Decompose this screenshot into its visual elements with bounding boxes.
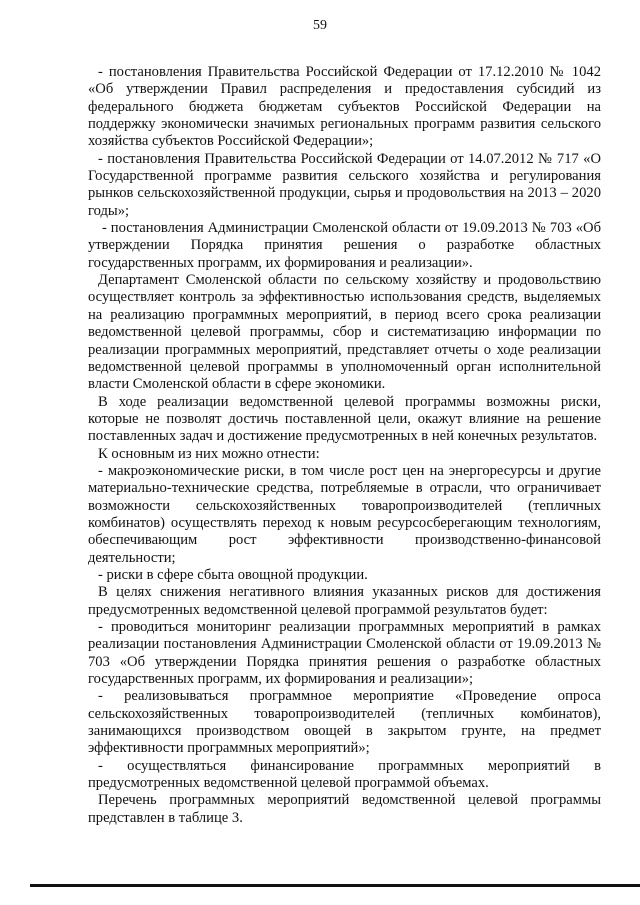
paragraph-monitoring: - проводиться мониторинг реализации программных мероприятий в рамках реализации постановления Администрации Смоленской области от 19.09.2013 № 703 «Об утверждении Порядка принятия решения о разработке областных государственных программ, их формирования и реализации»; xyxy=(88,619,601,688)
paragraph-main-risks: К основным из них можно отнести: xyxy=(98,445,320,462)
page-number: 59 xyxy=(313,18,327,33)
bottom-border-line xyxy=(30,884,640,887)
paragraph-table-reference: Перечень программных мероприятий ведомственной целевой программы представлен в таблице 3. xyxy=(88,792,601,826)
document-body xyxy=(88,64,601,827)
paragraph-financing: - осуществляться финансирование программных мероприятий в предусмотренных ведомственной целевой программой объемах. xyxy=(88,757,601,792)
paragraph-risks-intro: В ходе реализации ведомственной целевой программы возможны риски, которые не позволят достичь поставленной цели, окажут влияние на решение поставленных задач и достижение предусмотренных в ней конечных результатов. xyxy=(88,393,601,445)
paragraph-decree-703: - постановления Администрации Смоленской области от 19.09.2013 № 703 «Об утверждении Порядка принятия решения о разработке областных государственных программ, их формирования и реализации». xyxy=(88,220,601,271)
paragraph-risk-mitigation: В целях снижения негативного влияния указанных рисков для достижения предусмотренных ведомственной целевой программой результатов будет: xyxy=(88,584,601,618)
paragraph-macroeconomic-risks: - макроэкономические риски, в том числе рост цен на энергоресурсы и другие материально-технические средства, потребляемые в отрасли, что ограничивает возможности сельскохозяйственных товаропроизводителей (тепличных комбинатов) осуществлять переход к новым ресурсосберегающим технологиям, обеспечивающим рост эффективности производственно-финансовой деятельности; xyxy=(88,462,601,566)
paragraph-sales-risks: - риски в сфере сбыта овощной продукции. xyxy=(98,566,368,583)
paragraph-decree-1042: - постановления Правительства Российской Федерации от 17.12.2010 № 1042 «Об утверждении Правил распределения и предоставления субсидий из федерального бюджета бюджетам субъектов Российской Федерации на поддержку экономически значимых региональных программ развития сельского хозяйства субъектов Российской Федерации»; xyxy=(88,64,601,150)
paragraph-decree-717: - постановления Правительства Российской Федерации от 14.07.2012 № 717 «О Государственной программе развития сельского хозяйства и регулирования рынков сельскохозяйственной продукции, сырья и продовольствия на 2013 – 2020 годы»; xyxy=(88,150,601,219)
paragraph-survey-event: - реализовываться программное мероприятие «Проведение опроса сельскохозяйственных товаропроизводителей (тепличных комбинатов), занимающихся производством овощей в закрытом грунте, на предмет эффективности программных мероприятий»; xyxy=(88,688,601,757)
paragraph-department-control: Департамент Смоленской области по сельскому хозяйству и продовольствию осуществляет контроль за эффективностью использования средств, выделяемых на реализацию программных мероприятий, в период всего срока реализации ведомственной целевой программы, сбор и систематизацию информации по реализации программных мероприятий, представляет отчеты о ходе реализации ведомственной целевой программы в уполномоченный орган исполнительной власти Смоленской области в сфере экономики. xyxy=(88,272,601,393)
